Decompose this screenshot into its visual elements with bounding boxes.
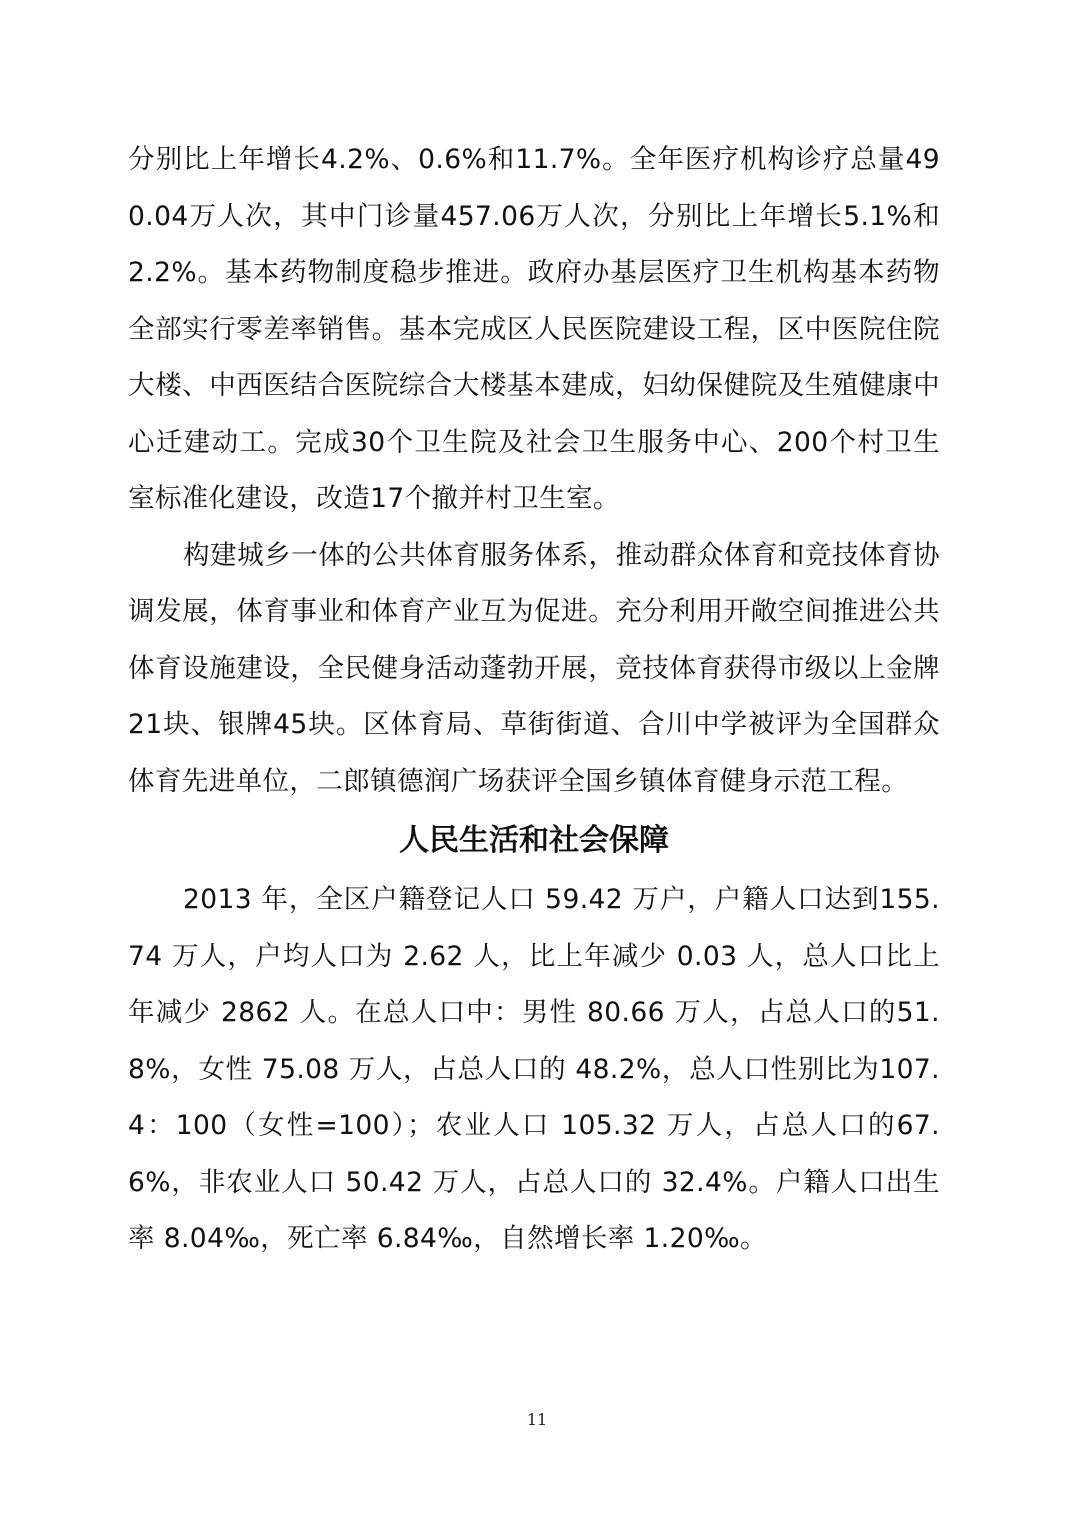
- paragraph-sports-services: 构建城乡一体的公共体育服务体系，推动群众体育和竞技体育协调发展，体育事业和体育产业互为促进。充分利用开敞空间推进公共体育设施建设，全民健身活动蓬勃开展，竞技体育获得市级以上金牌21块、银牌45块。区体育局、草街街道、合川中学被评为全国群众体育先进单位，二郎镇德润广场获评全国乡镇体育健身示范工程。: [128, 539, 940, 797]
- section-title: 人民生活和社会保障: [399, 823, 669, 858]
- paragraph-population: 2013 年，全区户籍登记人口 59.42 万户，户籍人口达到155.74 万人，户均人口为 2.62 人，比上年减少 0.03 人，总人口比上年减少 2862 人。在总人口中：男性 80.66 万人，占总人口的51.8%，女性 75.08 万人，占总人口的 48.2%，总人口性别比为107.4：100（女性=100）；农业人口 105.32 万人，占总人口的67.6%，非农业人口 50.42 万人，占总人口的 32.4%。户籍人口出生率 8.04‰，死亡率 6.84‰，自然增长率 1.20‰。: [128, 884, 940, 1254]
- paragraph-health-services: 分别比上年增长4.2%、0.6%和11.7%。全年医疗机构诊疗总量490.04万人次，其中门诊量457.06万人次，分别比上年增长5.1%和2.2%。基本药物制度稳步推进。政府办基层医疗卫生机构基本药物全部实行零差率销售。基本完成区人民医院建设工程，区中医院住院大楼、中西医结合医院综合大楼基本建成，妇幼保健院及生殖健康中心迁建动工。完成30个卫生院及社会卫生服务中心、200个村卫生室标准化建设，改造17个撤并村卫生室。: [128, 144, 940, 514]
- page-number: 11: [526, 1410, 548, 1429]
- page-content: [128, 132, 940, 1268]
